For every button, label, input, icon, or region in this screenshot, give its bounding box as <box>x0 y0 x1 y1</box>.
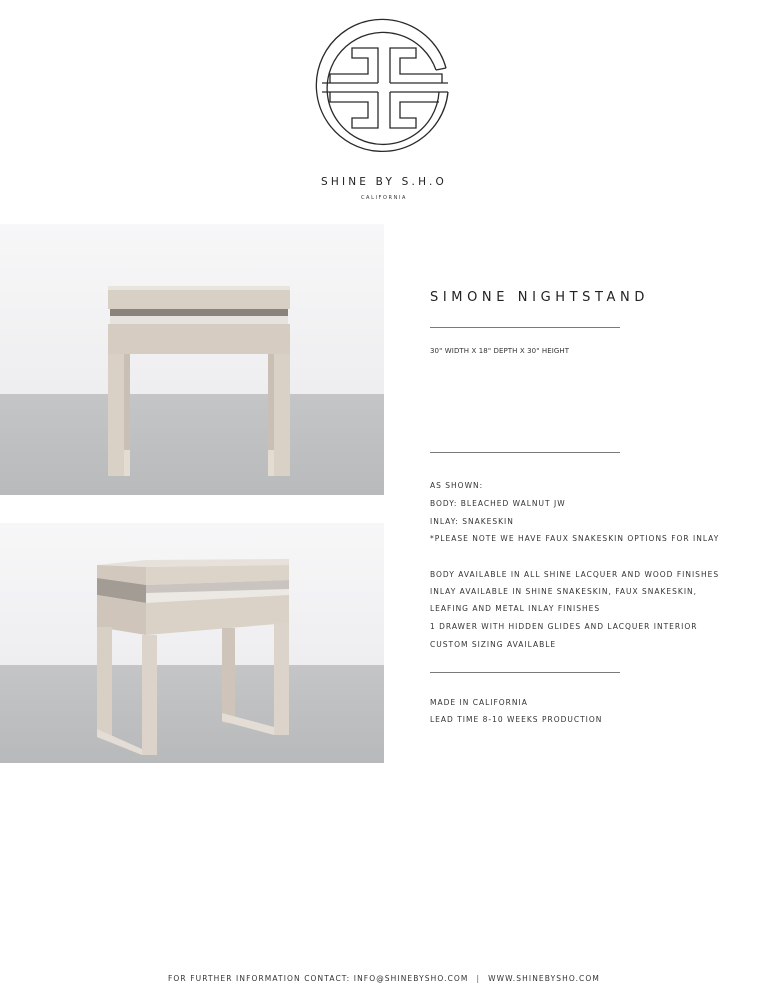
option-line: LEAFING AND METAL INLAY FINISHES <box>430 604 601 613</box>
option-line: INLAY AVAILABLE IN SHINE SNAKESKIN, FAUX SNAKESKIN, <box>430 587 698 596</box>
divider <box>430 452 620 453</box>
footer-separator: | <box>476 974 481 983</box>
website-link[interactable]: WWW.SHINEBYSHO.COM <box>488 974 600 983</box>
product-title: SIMONE NIGHTSTAND <box>430 290 649 305</box>
divider <box>430 327 620 328</box>
production-line: MADE IN CALIFORNIA <box>430 698 528 707</box>
spec-note: *PLEASE NOTE WE HAVE FAUX SNAKESKIN OPTIONS FOR INLAY <box>430 534 720 543</box>
divider <box>430 672 620 673</box>
spec-line: INLAY: SNAKESKIN <box>430 517 514 526</box>
product-photo-angle <box>0 523 384 763</box>
shine-by-sho-monogram-icon <box>308 10 460 162</box>
option-line: 1 DRAWER WITH HIDDEN GLIDES AND LACQUER INTERIOR <box>430 622 698 631</box>
product-dimensions: 30" WIDTH X 18" DEPTH X 30" HEIGHT <box>430 347 570 355</box>
brand-location: CALIFORNIA <box>360 195 408 201</box>
footer <box>0 974 768 983</box>
option-line: CUSTOM SIZING AVAILABLE <box>430 640 557 649</box>
option-line: BODY AVAILABLE IN ALL SHINE LACQUER AND WOOD FINISHES <box>430 570 720 579</box>
production-line: LEAD TIME 8-10 WEEKS PRODUCTION <box>430 715 603 724</box>
as-shown-heading: AS SHOWN: <box>430 481 484 490</box>
brand-name: SHINE BY S.H.O <box>321 176 447 188</box>
contact-email-link[interactable]: FOR FURTHER INFORMATION CONTACT: INFO@SHINEBYSHO.COM <box>168 974 469 983</box>
spec-line: BODY: BLEACHED WALNUT JW <box>430 499 566 508</box>
product-photo-front <box>0 224 384 495</box>
